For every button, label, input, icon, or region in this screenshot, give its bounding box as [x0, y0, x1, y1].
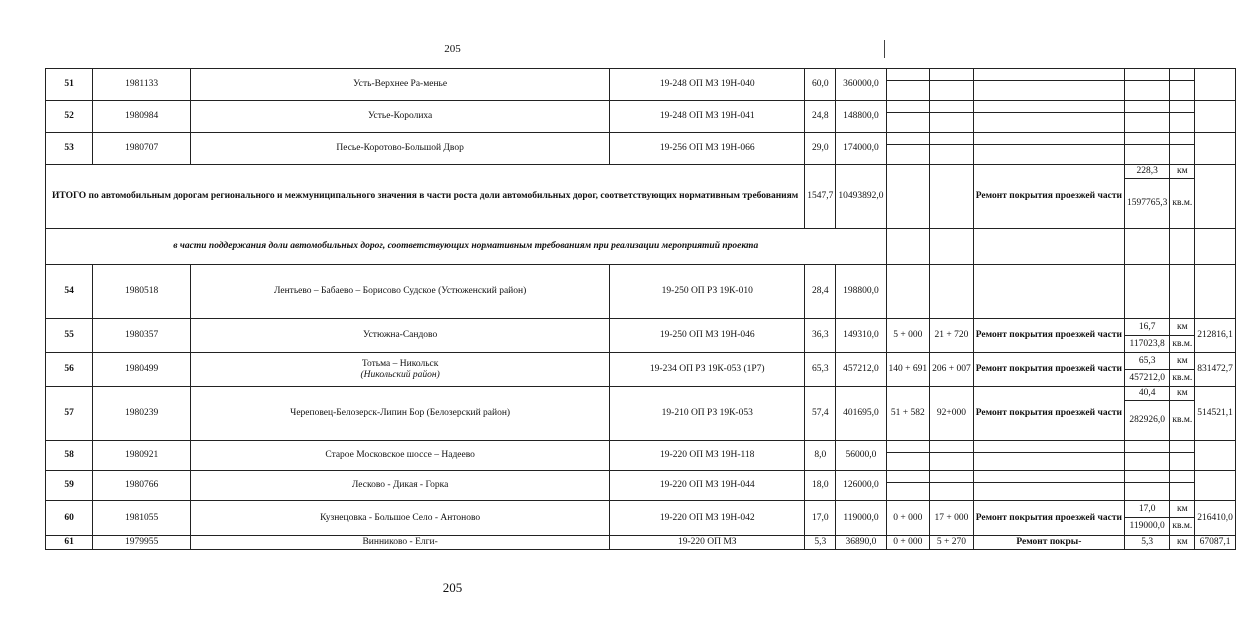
total-row — [46, 165, 1236, 179]
section-header-row — [46, 229, 1236, 265]
row-total: 212816,1 — [1195, 319, 1236, 353]
road-id: 1980984 — [93, 101, 191, 133]
row-number: 55 — [46, 319, 93, 353]
row-number: 56 — [46, 353, 93, 387]
road-id: 1980239 — [93, 387, 191, 441]
road-length: 29,0 — [805, 133, 836, 165]
road-code: 19-250 ОП МЗ 19Н-046 — [610, 319, 805, 353]
road-name: Устюжна-Сандово — [191, 319, 610, 353]
road-length: 28,4 — [805, 265, 836, 319]
row-total: 831472,7 — [1195, 353, 1236, 387]
table-row — [46, 441, 1236, 453]
road-code: 19-220 ОП МЗ 19Н-044 — [610, 471, 805, 501]
road-cost: 149310,0 — [836, 319, 886, 353]
road-code: 19-248 ОП МЗ 19Н-041 — [610, 101, 805, 133]
road-length: 60,0 — [805, 69, 836, 101]
km-to: 17 + 000 — [930, 501, 974, 536]
work-type: Ремонт покрытия проезжей части — [973, 353, 1124, 387]
repair-km: 17,0 — [1124, 501, 1169, 518]
row-total: 216410,0 — [1195, 501, 1236, 536]
road-id: 1980357 — [93, 319, 191, 353]
table-row — [46, 319, 1236, 336]
work-type: Ремонт покры- — [973, 536, 1124, 550]
row-total: 514521,1 — [1195, 387, 1236, 441]
repair-km: 40,4 — [1124, 387, 1169, 401]
road-length: 36,3 — [805, 319, 836, 353]
road-name: Песье-Коротово-Большой Двор — [191, 133, 610, 165]
km-from: 0 + 000 — [886, 501, 930, 536]
road-cost: 36890,0 — [836, 536, 886, 550]
road-id: 1979955 — [93, 536, 191, 550]
road-code: 19-220 ОП МЗ — [610, 536, 805, 550]
road-cost: 457212,0 — [836, 353, 886, 387]
road-name: Винниково - Елги- — [191, 536, 610, 550]
margin-mark — [884, 40, 885, 58]
row-number: 52 — [46, 101, 93, 133]
road-length: 65,3 — [805, 353, 836, 387]
road-length: 24,8 — [805, 101, 836, 133]
work-type: Ремонт покрытия проезжей части — [973, 387, 1124, 441]
roads-table — [45, 68, 1236, 550]
road-cost: 401695,0 — [836, 387, 886, 441]
total-label: ИТОГО по автомобильным дорогам регионального и межмуниципального значения в части роста доли автомобильных дорог, соответствующих нормативным требованиям — [46, 165, 805, 229]
repair-km: 16,7 — [1124, 319, 1169, 336]
table-row — [46, 101, 1236, 113]
km-to: 5 + 270 — [930, 536, 974, 550]
road-id: 1980766 — [93, 471, 191, 501]
km-from: 5 + 000 — [886, 319, 930, 353]
road-name: Череповец-Белозерск-Липин Бор (Белозерский район) — [191, 387, 610, 441]
road-id: 1981055 — [93, 501, 191, 536]
km-to: 21 + 720 — [930, 319, 974, 353]
row-number: 57 — [46, 387, 93, 441]
unit-km: км — [1170, 165, 1195, 179]
road-id: 1980499 — [93, 353, 191, 387]
table-row — [46, 265, 1236, 319]
road-cost: 56000,0 — [836, 441, 886, 471]
work-type: Ремонт покрытия проезжей части — [973, 165, 1124, 229]
section-header: в части поддержания доли автомобильных дорог, соответствующих нормативным требованиям при реализации мероприятий проекта — [46, 229, 887, 265]
road-length: 18,0 — [805, 471, 836, 501]
road-length: 5,3 — [805, 536, 836, 550]
table-row — [46, 501, 1236, 518]
page-number-bottom: 205 — [442, 580, 463, 595]
road-name: Кузнецовка - Большое Село - Антоново — [191, 501, 610, 536]
unit-sqm: кв.м. — [1170, 370, 1195, 387]
road-code: 19-220 ОП МЗ 19Н-042 — [610, 501, 805, 536]
unit-sqm: кв.м. — [1170, 401, 1195, 441]
road-name: Старое Московское шоссе – Надеево — [191, 441, 610, 471]
unit-km: км — [1170, 319, 1195, 336]
unit-sqm: кв.м. — [1170, 179, 1195, 229]
road-id: 1980518 — [93, 265, 191, 319]
table-row — [46, 69, 1236, 81]
unit-sqm: кв.м. — [1170, 336, 1195, 353]
page-number-top: 205 — [444, 43, 461, 55]
repair-sqm: 119000,0 — [1124, 518, 1169, 536]
road-cost: 360000,0 — [836, 69, 886, 101]
km-to: 92+000 — [930, 387, 974, 441]
repair-km: 5,3 — [1124, 536, 1169, 550]
road-cost: 174000,0 — [836, 133, 886, 165]
road-name: Лесково - Дикая - Горка — [191, 471, 610, 501]
road-name: Устье-Королиха — [191, 101, 610, 133]
row-number: 51 — [46, 69, 93, 101]
road-code: 19-250 ОП РЗ 19К-010 — [610, 265, 805, 319]
row-number: 61 — [46, 536, 93, 550]
repair-sqm: 457212,0 — [1124, 370, 1169, 387]
table-row — [46, 471, 1236, 483]
road-length: 17,0 — [805, 501, 836, 536]
row-number: 53 — [46, 133, 93, 165]
row-number: 58 — [46, 441, 93, 471]
road-code: 19-210 ОП РЗ 19К-053 — [610, 387, 805, 441]
road-code: 19-220 ОП МЗ 19Н-118 — [610, 441, 805, 471]
road-code: 19-234 ОП РЗ 19К-053 (1Р7) — [610, 353, 805, 387]
unit-km: км — [1170, 387, 1195, 401]
road-code: 19-256 ОП МЗ 19Н-066 — [610, 133, 805, 165]
repair-sqm: 282926,0 — [1124, 401, 1169, 441]
km-to: 206 + 007 — [930, 353, 974, 387]
road-cost: 119000,0 — [836, 501, 886, 536]
road-length: 8,0 — [805, 441, 836, 471]
total-cost: 10493892,0 — [836, 165, 886, 229]
table-row — [46, 353, 1236, 370]
repair-km: 65,3 — [1124, 353, 1169, 370]
total-km: 228,3 — [1124, 165, 1169, 179]
road-length: 57,4 — [805, 387, 836, 441]
road-name: Усть-Верхнее Ра-менье — [191, 69, 610, 101]
unit-sqm: кв.м. — [1170, 518, 1195, 536]
work-type: Ремонт покрытия проезжей части — [973, 501, 1124, 536]
unit-km: км — [1170, 536, 1195, 550]
km-from: 51 + 582 — [886, 387, 930, 441]
row-number: 54 — [46, 265, 93, 319]
total-sqm: 1597765,3 — [1124, 179, 1169, 229]
unit-km: км — [1170, 353, 1195, 370]
road-cost: 198800,0 — [836, 265, 886, 319]
table-row — [46, 536, 1236, 550]
unit-km: км — [1170, 501, 1195, 518]
road-id: 1981133 — [93, 69, 191, 101]
table-row — [46, 133, 1236, 145]
km-from: 140 + 691 — [886, 353, 930, 387]
work-type: Ремонт покрытия проезжей части — [973, 319, 1124, 353]
km-from: 0 + 000 — [886, 536, 930, 550]
road-cost: 148800,0 — [836, 101, 886, 133]
row-number: 60 — [46, 501, 93, 536]
repair-sqm: 117023,8 — [1124, 336, 1169, 353]
table-row — [46, 387, 1236, 401]
row-total: 67087,1 — [1195, 536, 1236, 550]
road-code: 19-248 ОП МЗ 19Н-040 — [610, 69, 805, 101]
row-number: 59 — [46, 471, 93, 501]
road-id: 1980921 — [93, 441, 191, 471]
road-id: 1980707 — [93, 133, 191, 165]
road-name: Лентьево – Бабаево – Борисово Судское (Устюженский район) — [191, 265, 610, 319]
road-name: Тотьма – Никольск (Никольский район) — [191, 353, 610, 387]
road-cost: 126000,0 — [836, 471, 886, 501]
total-length: 1547,7 — [805, 165, 836, 229]
